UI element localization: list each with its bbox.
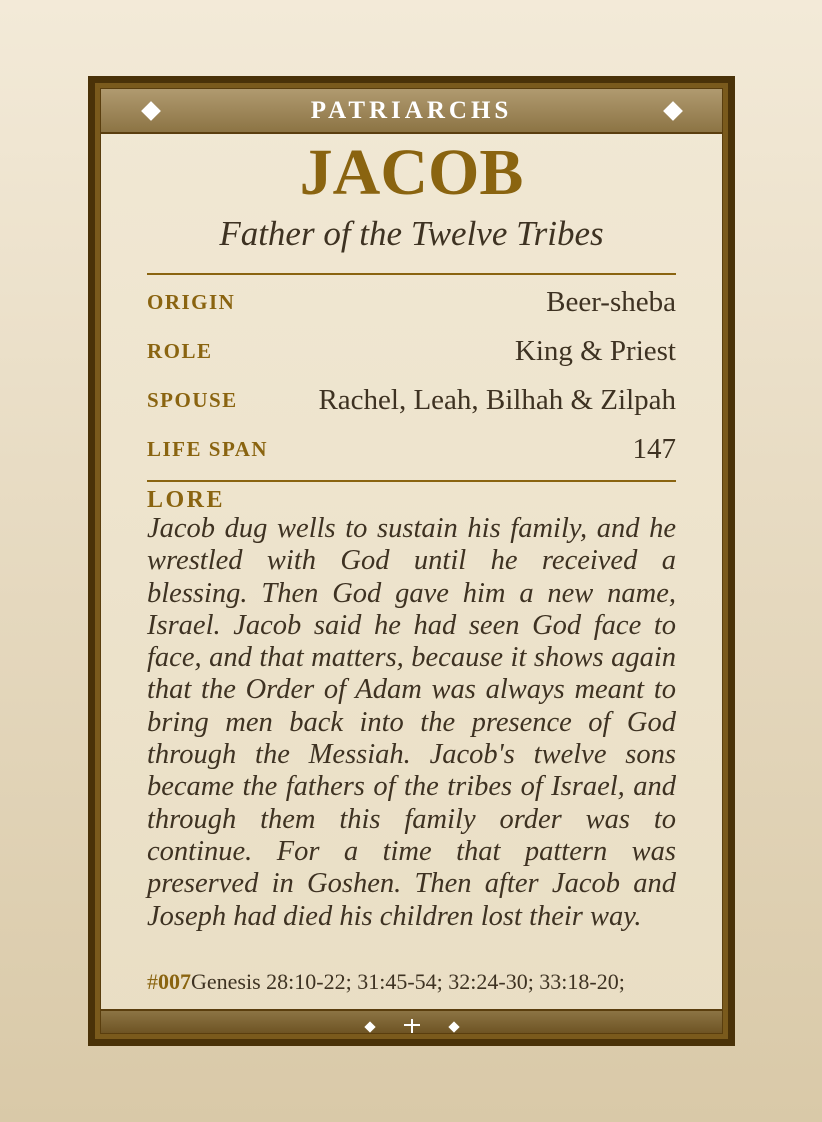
category-title: PATRIARCHS [310,96,513,124]
bottom-ornament [366,1019,458,1033]
diamond-icon [141,101,161,121]
card-frame [95,83,728,1039]
stat-label: ROLE [147,338,213,363]
character-subtitle: Father of the Twelve Tribes [219,214,604,253]
stat-label: ORIGIN [147,289,236,314]
character-card [88,76,735,1046]
stat-value: King & Priest [514,334,676,367]
stat-row-life-span [147,429,676,469]
card-number: 007 [158,969,191,994]
diamond-icon [448,1021,459,1032]
stat-value: Beer-sheba [546,285,676,318]
category-banner [101,89,722,134]
diamond-icon [663,101,683,121]
card-footer [147,969,692,995]
stat-row-role [147,331,676,371]
stat-label: SPOUSE [147,387,238,412]
card-number-prefix: # [147,969,158,994]
stat-row-spouse [147,380,676,420]
divider [147,273,676,275]
divider [147,480,676,482]
lore-label: LORE [147,487,226,513]
diamond-icon [364,1021,375,1032]
stat-value: Rachel, Leah, Bilhah & Zilpah [318,383,676,416]
character-name: JACOB [299,136,524,209]
cross-icon [404,1019,420,1033]
stat-value: 147 [632,432,676,465]
card-face [100,88,723,1034]
stat-label: LIFE SPAN [147,436,269,461]
bottom-bar [101,1009,722,1033]
scripture-references: Genesis 28:10-22; 31:45-54; 32:24-30; 33:18-20; [191,969,625,994]
lore-text: Jacob dug wells to sustain his family, and he wrestled with God until he received a blessing. Then God gave him a new name, Israel. Jacob said he had seen God face to face, and that matters, because it shows again that the Order of Adam was always meant to bring men back into the presence of God through the Messiah. Jacob's twelve sons became the fathers of the tribes of Israel, and through them this family order was to continue. For a time that pattern was preserved in Goshen. Then after Jacob and Joseph had died his children lost their way. [147,513,676,932]
stat-row-origin [147,282,676,322]
